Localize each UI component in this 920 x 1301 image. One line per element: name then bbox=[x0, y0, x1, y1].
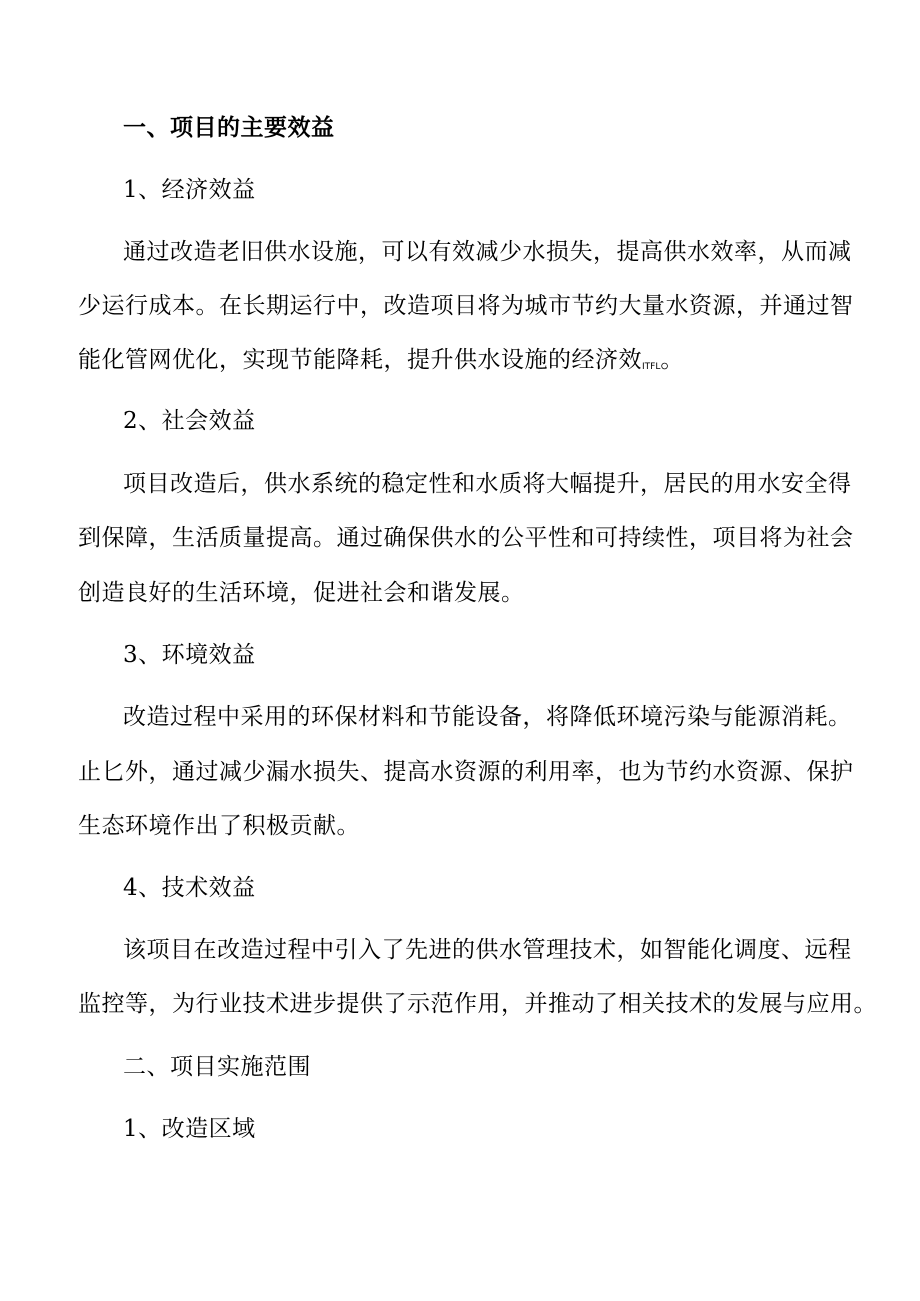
subheading-economic-benefits: 1、经济效益 bbox=[123, 177, 256, 203]
subheading-technical-benefits: 4、技术效益 bbox=[123, 875, 256, 901]
subheading-renovation-area: 1、改造区域 bbox=[123, 1116, 256, 1142]
paragraph-social-line-3: 创造良好的生活环境，促进社会和谐发展。 bbox=[78, 580, 525, 606]
section-heading-scope: 二、项目实施范围 bbox=[123, 1054, 311, 1080]
paragraph-environmental-line-2: 止匕外，通过减少漏水损失、提高水资源的利用率，也为节约水资源、保护 bbox=[78, 759, 854, 785]
section-heading-benefits: 一、项目的主要效益 bbox=[123, 114, 335, 141]
paragraph-social-line-1: 项目改造后，供水系统的稳定性和水质将大幅提升，居民的用水安全得 bbox=[123, 471, 852, 497]
paragraph-economic-line-1: 通过改造老旧供水设施，可以有效减少水损失，提高供水效率，从而减 bbox=[123, 239, 852, 265]
citation-mark: ITFL bbox=[642, 362, 661, 372]
paragraph-economic-line-3-end: 。 bbox=[660, 347, 684, 373]
paragraph-economic-line-3-text: 能化管网优化，实现节能降耗，提升供水设施的经济效 bbox=[78, 347, 642, 373]
subheading-environmental-benefits: 3、环境效益 bbox=[123, 642, 256, 668]
paragraph-environmental-line-1: 改造过程中采用的环保材料和节能设备，将降低环境污染与能源消耗。 bbox=[123, 704, 852, 730]
paragraph-economic-line-3 bbox=[78, 345, 684, 382]
subheading-social-benefits: 2、社会效益 bbox=[123, 408, 256, 434]
paragraph-technical-line-1: 该项目在改造过程中引入了先进的供水管理技术，如智能化调度、远程 bbox=[123, 937, 852, 963]
paragraph-economic-line-2: 少运行成本。在长期运行中，改造项目将为城市节约大量水资源，并通过智 bbox=[78, 293, 854, 319]
paragraph-social-line-2: 到保障，生活质量提高。通过确保供水的公平性和可持续性，项目将为社会 bbox=[78, 525, 854, 551]
paragraph-environmental-line-3: 生态环境作出了积极贡献。 bbox=[78, 813, 360, 839]
paragraph-technical-line-2: 监控等，为行业技术进步提供了示范作用，并推动了相关技术的发展与应用。 bbox=[78, 991, 877, 1017]
